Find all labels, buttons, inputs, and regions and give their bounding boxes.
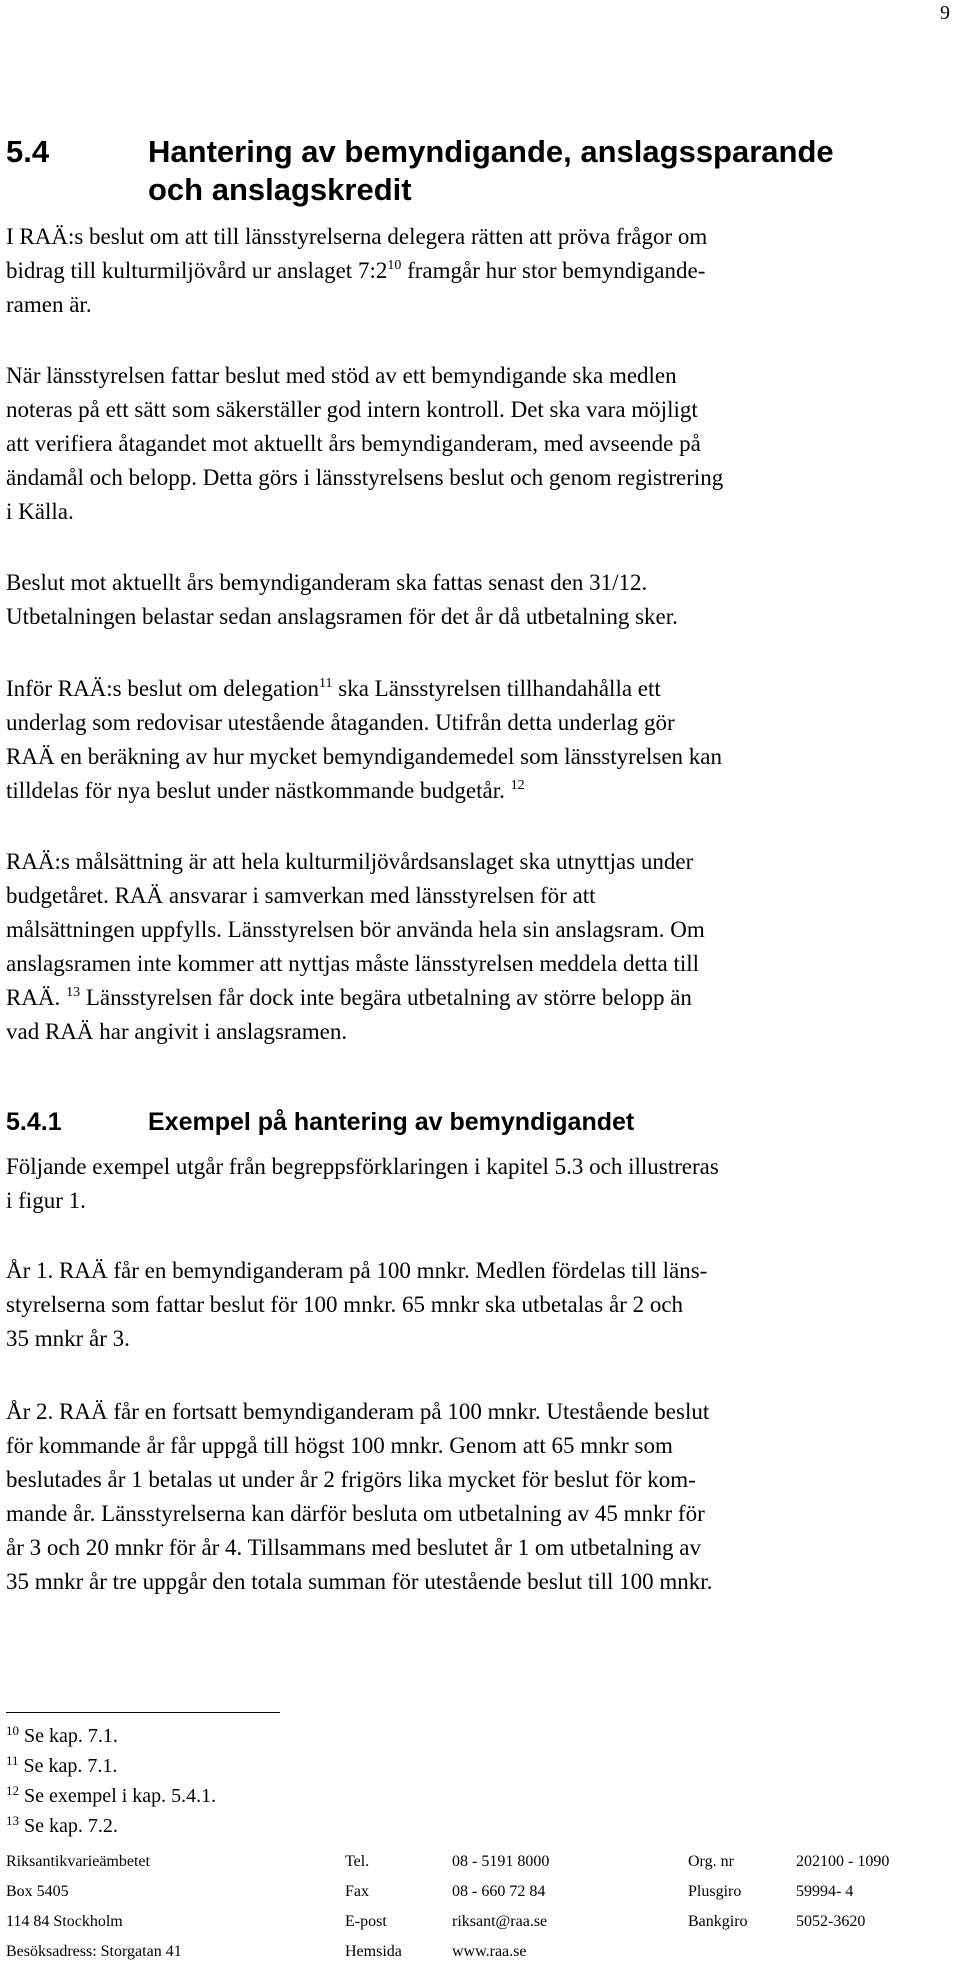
footer-label: Org. nr: [688, 1853, 734, 1870]
footer-address: Box 5405: [6, 1883, 69, 1900]
paragraph-8: År 2. RAÄ får en fortsatt bemyndiganderam på 100 mnkr. Utestående beslut för kommande år får uppgå till högst 100 mnkr. Genom att 65 mnkr som beslutades år 1 betalas ut under år 2 frigörs lika mycket för beslut för kom- mande år. Länsstyrelserna kan därför besluta om utbetalning av 45 mnkr för år 3 och 20 mnkr för år 4. Tillsammans med beslutet år 1 om utbetalning av 35 mnkr år tre uppgår den totala summan för utestående beslut till 100 mnkr.: [6, 1399, 713, 1594]
paragraph-5: RAÄ:s målsättning är att hela kulturmiljövårdsanslaget ska utnyttjas under budgetåret. RAÄ ansvarar i samverkan med länsstyrelsen för att målsättningen uppfylls. Länsstyrelsen bör använda hela sin anslagsram. Om anslagsramen inte kommer att nyttjas måste länsstyrelsen meddela detta till RAÄ. $^{13}$ Länsstyrelsen får dock inte begära utbetalning av större belopp än vad RAÄ har angivit i anslagsramen.: [6, 849, 705, 1044]
footnote-13: $^{13}$ Se kap. 7.2.: [6, 1813, 118, 1837]
footer-value: 5052-3620: [796, 1913, 866, 1930]
footer-row: [0, 1913, 960, 1937]
subsection-title: Exempel på hantering av bemyndigandet: [148, 1108, 635, 1136]
footnote-ref-11[interactable]: 11: [319, 676, 333, 691]
footer-row: [0, 1943, 960, 1967]
footer-address: 114 84 Stockholm: [6, 1913, 123, 1930]
footer-email: riksant@raa.se: [452, 1913, 548, 1930]
paragraph-6: Följande exempel utgår från begreppsförklaringen i kapitel 5.3 och illustreras i figur 1.: [6, 1154, 719, 1213]
paragraph-7: År 1. RAÄ får en bemyndiganderam på 100 mnkr. Medlen fördelas till läns- styrelserna som fattar beslut för 100 mnkr. 65 mnkr ska utbetalas år 2 och 35 mnkr år 3.: [6, 1258, 708, 1351]
section-title: Hantering av bemyndigande, anslagssparande och anslagskredit: [148, 134, 834, 207]
paragraph-3: Beslut mot aktuellt års bemyndiganderam ska fattas senast den 31/12. Utbetalningen belastar sedan anslagsramen för det år då utbetalning sker.: [6, 570, 678, 629]
footer-value: 08 - 660 72 84: [452, 1883, 546, 1900]
footer-value: 202100 - 1090: [796, 1853, 890, 1870]
footnote-11: $^{11}$ Se kap. 7.1.: [6, 1753, 118, 1777]
footer-label: Hemsida: [345, 1943, 402, 1960]
footnote-separator: [6, 1712, 280, 1713]
footer-label: Bankgiro: [688, 1913, 748, 1930]
footer-label: Tel.: [345, 1853, 370, 1870]
section-number: 5.4: [6, 134, 50, 169]
subsection-number: 5.4.1: [6, 1108, 62, 1136]
footer-value: 08 - 5191 8000: [452, 1853, 550, 1870]
paragraph-1: I RAÄ:s beslut om att till länsstyrelserna delegera rätten att pröva frågor om bidrag till kulturmiljövård ur anslaget $7:2^{10}$ framgår hur stor bemyndigande- ramen är.: [6, 224, 708, 317]
footer-label: Plusgiro: [688, 1883, 742, 1900]
footer-website: www.raa.se: [452, 1943, 527, 1960]
footnote-12: $^{12}$ Se exempel i kap. 5.4.1.: [6, 1783, 217, 1807]
footer-org-name: Riksantikvarieämbetet: [6, 1853, 150, 1870]
footnote-ref-10[interactable]: 10: [387, 258, 402, 273]
footnote-ref-12[interactable]: 12: [510, 778, 525, 793]
footer-row: [0, 1883, 960, 1907]
footnote-ref-13[interactable]: 13: [66, 985, 81, 1000]
paragraph-4: Inför RAÄ:s beslut om delegation$^{11}$ ska Länsstyrelsen tillhandahålla ett underlag som redovisar utestående åtaganden. Utifrån detta underlag gör RAÄ en beräkning av hur mycket bemyndigandemedel som länsstyrelsen kan tilldelas för nya beslut under nästkommande budgetår. $^{12}$: [6, 676, 723, 803]
paragraph-2: När länsstyrelsen fattar beslut med stöd av ett bemyndigande ska medlen noteras på ett sätt som säkerställer god intern kontroll. Det ska vara möjligt att verifiera åtagandet mot aktuellt års bemyndiganderam, med avseende på ändamål och belopp. Detta görs i länsstyrelsens beslut och genom registrering i Källa.: [6, 363, 724, 524]
footer-value: 59994- 4: [796, 1883, 854, 1900]
footer-label: Fax: [345, 1883, 369, 1900]
footer-label: E-post: [345, 1913, 387, 1930]
footnote-10: $^{10}$ Se kap. 7.1.: [6, 1723, 118, 1747]
page-number: 9: [940, 2, 950, 24]
footer-visiting-address: Besöksadress: Storgatan 41: [6, 1943, 182, 1960]
footer-row: [0, 1853, 960, 1877]
